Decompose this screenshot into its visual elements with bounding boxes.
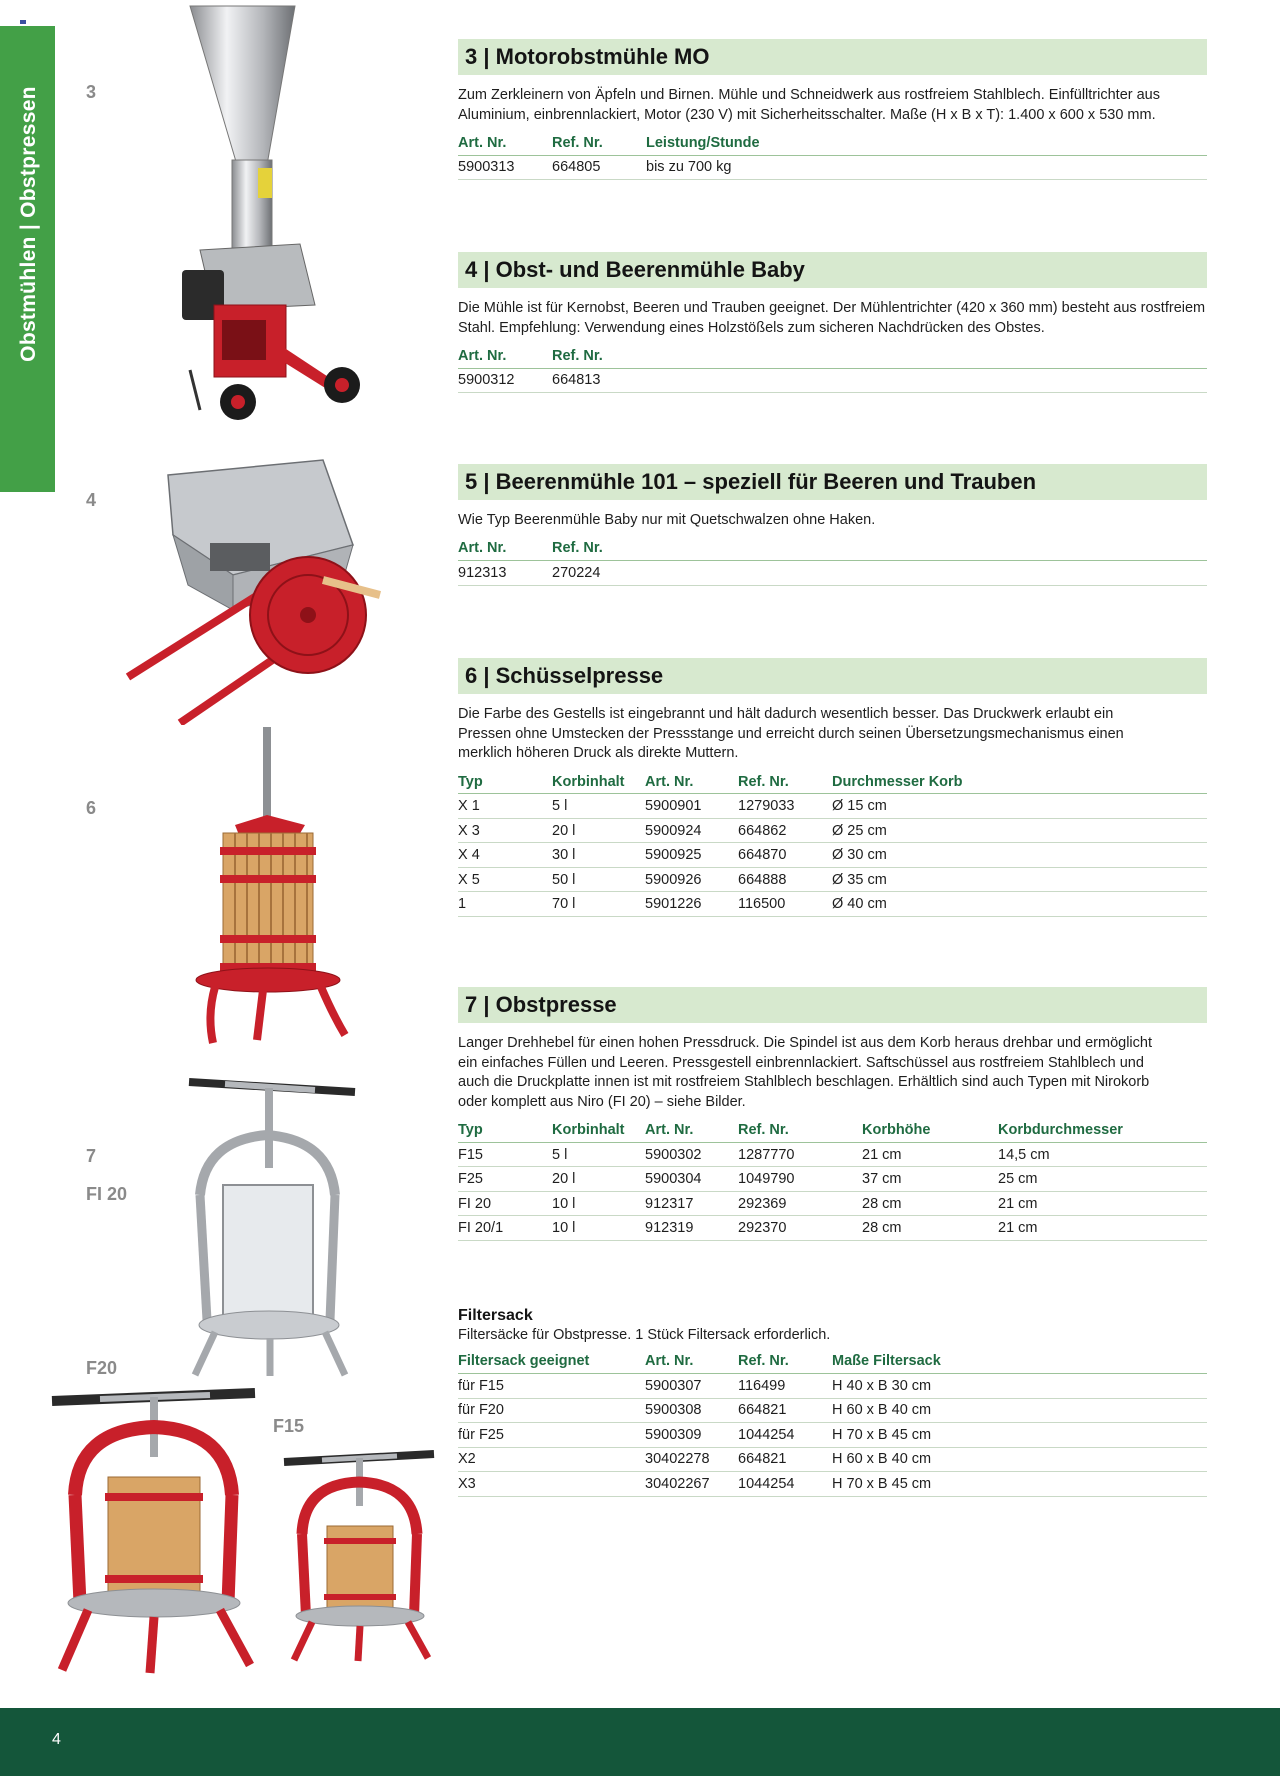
table-header-row (458, 1350, 1207, 1374)
section-bowl-press (458, 658, 1207, 917)
table-row (458, 794, 1207, 819)
section-title: Filtersack (458, 1307, 533, 1324)
column-header: Art. Nr. (458, 537, 552, 561)
stainless-press-image (185, 1070, 365, 1380)
column-header: Art. Nr. (458, 344, 552, 368)
side-tab-label: Obstmühlen | Obstpressen (17, 86, 40, 362)
table-cell: für F25 (458, 1423, 645, 1448)
column-header: Art. Nr. (645, 770, 738, 794)
column-header: Korbinhalt (552, 770, 645, 794)
image-label-6: 6 (86, 798, 97, 818)
section-title: 5 | Beerenmühle 101 – speziell für Beeren und Trauben (458, 464, 1207, 500)
table-cell: X 5 (458, 867, 552, 892)
table-cell: 1044254 (738, 1423, 832, 1448)
section-title: 7 | Obstpresse (458, 987, 1207, 1023)
table-cell: H 40 x B 30 cm (832, 1374, 1207, 1399)
table-header-row (458, 344, 1207, 368)
table-cell: 292369 (738, 1191, 862, 1216)
table-cell: 5 l (552, 794, 645, 819)
table-cell: 14,5 cm (998, 1142, 1207, 1167)
image-label-fi20: FI 20 (86, 1184, 128, 1204)
table-header-row (458, 1118, 1207, 1142)
column-header: Korbdurchmesser (998, 1118, 1207, 1142)
table-cell: 912319 (645, 1216, 738, 1241)
spec-table (458, 537, 1207, 586)
image-label-7: 7 (86, 1146, 97, 1166)
bowl-press-image (195, 725, 355, 1045)
table-cell: X 3 (458, 818, 552, 843)
table-cell: Ø 30 cm (832, 843, 1207, 868)
table-row (458, 1423, 1207, 1448)
table-cell: für F20 (458, 1398, 645, 1423)
table-cell: 21 cm (998, 1191, 1207, 1216)
image-label-f20: F20 (86, 1358, 118, 1378)
spec-table (458, 770, 1207, 917)
column-header: Filtersack geeignet (458, 1350, 645, 1374)
table-cell: 5900926 (645, 867, 738, 892)
table-cell: X 4 (458, 843, 552, 868)
table-cell: H 60 x B 40 cm (832, 1447, 1207, 1472)
table-header-row (458, 537, 1207, 561)
fruit-press-f15-image (282, 1448, 437, 1663)
table-row (458, 1167, 1207, 1192)
table-row (458, 1472, 1207, 1497)
spec-table (458, 1350, 1207, 1497)
table-cell: 664813 (552, 368, 1207, 393)
table-cell: 1279033 (738, 794, 832, 819)
table-cell: 20 l (552, 1167, 645, 1192)
column-header: Typ (458, 1118, 552, 1142)
table-cell: 50 l (552, 867, 645, 892)
table-cell: 37 cm (862, 1167, 998, 1192)
page-number: 4 (52, 1731, 61, 1748)
table-header-row (458, 131, 1207, 155)
footer-bar (0, 1708, 1280, 1776)
section-title: 3 | Motorobstmühle MO (458, 39, 1207, 75)
table-cell: Ø 35 cm (832, 867, 1207, 892)
table-cell: 912317 (645, 1191, 738, 1216)
table-cell: 664862 (738, 818, 832, 843)
table-cell: 1 (458, 892, 552, 917)
corner-mark (20, 20, 26, 24)
section-baby-mill (458, 252, 1207, 393)
table-cell: 30402267 (645, 1472, 738, 1497)
table-cell: X 1 (458, 794, 552, 819)
table-row (458, 1398, 1207, 1423)
table-header-row (458, 770, 1207, 794)
table-row (458, 561, 1207, 586)
table-cell: 664888 (738, 867, 832, 892)
table-cell: 5900313 (458, 155, 552, 180)
table-cell: 116500 (738, 892, 832, 917)
table-cell: 5900924 (645, 818, 738, 843)
table-cell: 292370 (738, 1216, 862, 1241)
table-cell: 5900304 (645, 1167, 738, 1192)
table-cell: 20 l (552, 818, 645, 843)
table-cell: 21 cm (998, 1216, 1207, 1241)
section-berry-mill-101 (458, 464, 1207, 586)
table-cell: 5900901 (645, 794, 738, 819)
section-motor-fruit-mill (458, 39, 1207, 180)
section-description: Langer Drehhebel für einen hohen Pressdruck. Die Spindel ist aus dem Korb heraus drehbar und ermöglicht ein einfaches Füllen und Leeren. Pressgestell einbrennlackiert. Saftschüssel aus rostfreiem Stahlblech und auch die Druckplatte innen ist mit rostfreiem Stahlblech beschlagen. Erhältlich sind auch Typen mit Nirokorb oder komplett aus Niro (FI 20) – siehe Bilder. (458, 1035, 1152, 1110)
image-label-f15: F15 (273, 1416, 305, 1436)
table-cell: 25 cm (998, 1167, 1207, 1192)
table-cell: Ø 15 cm (832, 794, 1207, 819)
table-row (458, 892, 1207, 917)
berry-mill-image (118, 455, 383, 725)
table-cell: 5900307 (645, 1374, 738, 1399)
table-cell: Ø 25 cm (832, 818, 1207, 843)
section-description: Wie Typ Beerenmühle Baby nur mit Quetschwalzen ohne Haken. (458, 512, 876, 528)
table-cell: 5900925 (645, 843, 738, 868)
table-cell: 912313 (458, 561, 552, 586)
column-header: Ref. Nr. (738, 1350, 832, 1374)
table-cell: 21 cm (862, 1142, 998, 1167)
section-title: 4 | Obst- und Beerenmühle Baby (458, 252, 1207, 288)
table-cell: 5901226 (645, 892, 738, 917)
table-cell: 5900309 (645, 1423, 738, 1448)
image-label-4: 4 (86, 490, 97, 510)
column-header: Art. Nr. (645, 1350, 738, 1374)
table-row (458, 867, 1207, 892)
table-cell: H 70 x B 45 cm (832, 1472, 1207, 1497)
table-cell: 5900312 (458, 368, 552, 393)
table-row (458, 843, 1207, 868)
table-cell: Ø 40 cm (832, 892, 1207, 917)
table-cell: 664805 (552, 155, 646, 180)
column-header: Typ (458, 770, 552, 794)
table-cell: 116499 (738, 1374, 832, 1399)
table-cell: 10 l (552, 1216, 645, 1241)
table-cell: 664821 (738, 1447, 832, 1472)
table-cell: 1287770 (738, 1142, 862, 1167)
table-row (458, 818, 1207, 843)
side-tab (0, 26, 55, 492)
column-header: Leistung/Stunde (646, 131, 1207, 155)
table-cell: 664870 (738, 843, 832, 868)
table-row (458, 368, 1207, 393)
table-cell: 28 cm (862, 1191, 998, 1216)
table-cell: H 60 x B 40 cm (832, 1398, 1207, 1423)
column-header: Maße Filtersack (832, 1350, 1207, 1374)
table-cell: 30 l (552, 843, 645, 868)
motor-fruit-mill-image (170, 0, 380, 430)
table-row (458, 1191, 1207, 1216)
spec-table (458, 344, 1207, 393)
table-cell: 270224 (552, 561, 1207, 586)
table-row (458, 155, 1207, 180)
table-cell: X2 (458, 1447, 645, 1472)
table-cell: 5900302 (645, 1142, 738, 1167)
table-row (458, 1374, 1207, 1399)
section-description: Die Mühle ist für Kernobst, Beeren und Trauben geeignet. Der Mühlentrichter (420 x 360 mm) besteht aus rostfreiem Stahl. Empfehlung: Verwendung eines Holzstößels zum sicheren Nachdrücken des Obstes. (458, 300, 1206, 336)
section-filter-bag (458, 1306, 1207, 1497)
section-description: Filtersäcke für Obstpresse. 1 Stück Filtersack erforderlich. (458, 1327, 831, 1343)
section-title: 6 | Schüsselpresse (458, 658, 1207, 694)
table-cell: 10 l (552, 1191, 645, 1216)
column-header: Ref. Nr. (552, 131, 646, 155)
table-cell: 1049790 (738, 1167, 862, 1192)
section-fruit-press (458, 987, 1207, 1241)
spec-table (458, 1118, 1207, 1241)
table-cell: 5 l (552, 1142, 645, 1167)
column-header: Ref. Nr. (738, 1118, 862, 1142)
section-description: Zum Zerkleinern von Äpfeln und Birnen. Mühle und Schneidwerk aus rostfreiem Stahlblech. Einfülltrichter aus Aluminium, einbrennlackiert, Motor (230 V) mit Sicherheitsschalter. Maße (H x B x T): 1.400 x 600 x 530 mm. (458, 87, 1160, 123)
table-row (458, 1142, 1207, 1167)
table-cell: 28 cm (862, 1216, 998, 1241)
column-header: Art. Nr. (645, 1118, 738, 1142)
table-cell: 5900308 (645, 1398, 738, 1423)
column-header: Korbhöhe (862, 1118, 998, 1142)
table-cell: 664821 (738, 1398, 832, 1423)
image-label-3: 3 (86, 82, 97, 102)
column-header: Ref. Nr. (738, 770, 832, 794)
column-header: Durchmesser Korb (832, 770, 1207, 794)
table-cell: 1044254 (738, 1472, 832, 1497)
table-cell: 30402278 (645, 1447, 738, 1472)
spec-table (458, 131, 1207, 180)
table-cell: bis zu 700 kg (646, 155, 1207, 180)
column-header: Korbinhalt (552, 1118, 645, 1142)
table-cell: F25 (458, 1167, 552, 1192)
column-header: Ref. Nr. (552, 344, 1207, 368)
table-cell: FI 20/1 (458, 1216, 552, 1241)
table-row (458, 1216, 1207, 1241)
table-cell: F15 (458, 1142, 552, 1167)
table-cell: H 70 x B 45 cm (832, 1423, 1207, 1448)
table-cell: X3 (458, 1472, 645, 1497)
section-description: Die Farbe des Gestells ist eingebrannt und hält dadurch wesentlich besser. Das Druckwerk erlaubt ein Pressen ohne Umstecken der Pressstange und erreicht durch seinen Übersetzungsmechanismus einen merklich höheren Druck als direkte Muttern. (458, 706, 1124, 762)
column-header: Ref. Nr. (552, 537, 1207, 561)
column-header: Art. Nr. (458, 131, 552, 155)
table-cell: FI 20 (458, 1191, 552, 1216)
table-cell: für F15 (458, 1374, 645, 1399)
fruit-press-f20-image (50, 1385, 260, 1675)
table-cell: 70 l (552, 892, 645, 917)
table-row (458, 1447, 1207, 1472)
